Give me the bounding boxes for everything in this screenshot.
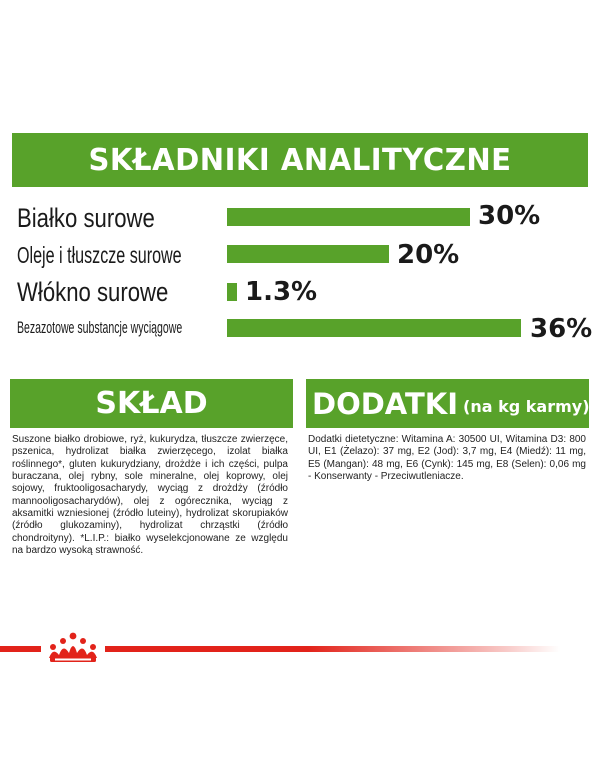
- row-value-protein: 30%: [478, 201, 541, 231]
- royal-crown-logo-icon: [41, 625, 105, 665]
- row-value-fibre: 1.3%: [245, 277, 318, 307]
- bar-nfe: [227, 319, 521, 337]
- row-value-nfe: 36%: [530, 314, 593, 344]
- additives-title: DODATKI: [312, 386, 459, 421]
- row-label-protein: Białko surowe: [17, 203, 155, 233]
- additives-text: Dodatki dietetyczne: Witamina A: 30500 UI, Witamina D3: 800 UI, E1 (Żelazo): 37 mg, E2 (Jod): 3,7 mg, E4 (Miedź): 11 mg, E5 (Mangan): 48 mg, E6 (Cynk): 145 mg, E8 (Selen): 0,06 mg - Konserwanty - Przeciwutleniacze.: [308, 434, 586, 483]
- additives-title-wrap: [312, 379, 590, 428]
- bar-fat: [227, 245, 389, 263]
- bar-fibre: [227, 283, 237, 301]
- composition-text: Suszone białko drobiowe, ryż, kukurydza, tłuszcze zwierzęce, pszenica, hydrolizat białka zwierzęcego, izolat białka roślinnego*, gluten kukurydziany, drożdże i ich części, pulpa buraczana, olej rybny, sole mineralne, olej koprowy, olej sojowy, fruktooligosacharydy, wyciąg z drożdży (źródło mannooligosacharydów), olej z ogórecznika, wyciąg z aksamitki wzniesionej (źródło luteiny), hydrolizat skorupiaków (źródło glukozaminy), hydrolizat chrząstki (źródło chondroityny). *L.I.P.: białko wyselekcjonowane ze względu na bardzo wysoką strawność.: [12, 434, 288, 557]
- row-label-nfe: Bezazotowe substancje wyciągowe: [17, 318, 183, 337]
- row-value-fat: 20%: [397, 240, 460, 270]
- additives-title-suffix: (na kg karmy): [463, 397, 590, 416]
- row-label-fat: Oleje i tłuszcze surowe: [17, 242, 182, 268]
- analytic-title: SKŁADNIKI ANALITYCZNE: [88, 142, 512, 178]
- bar-protein: [227, 208, 470, 226]
- row-label-fibre: Włókno surowe: [17, 277, 169, 307]
- composition-title: SKŁAD: [95, 386, 208, 421]
